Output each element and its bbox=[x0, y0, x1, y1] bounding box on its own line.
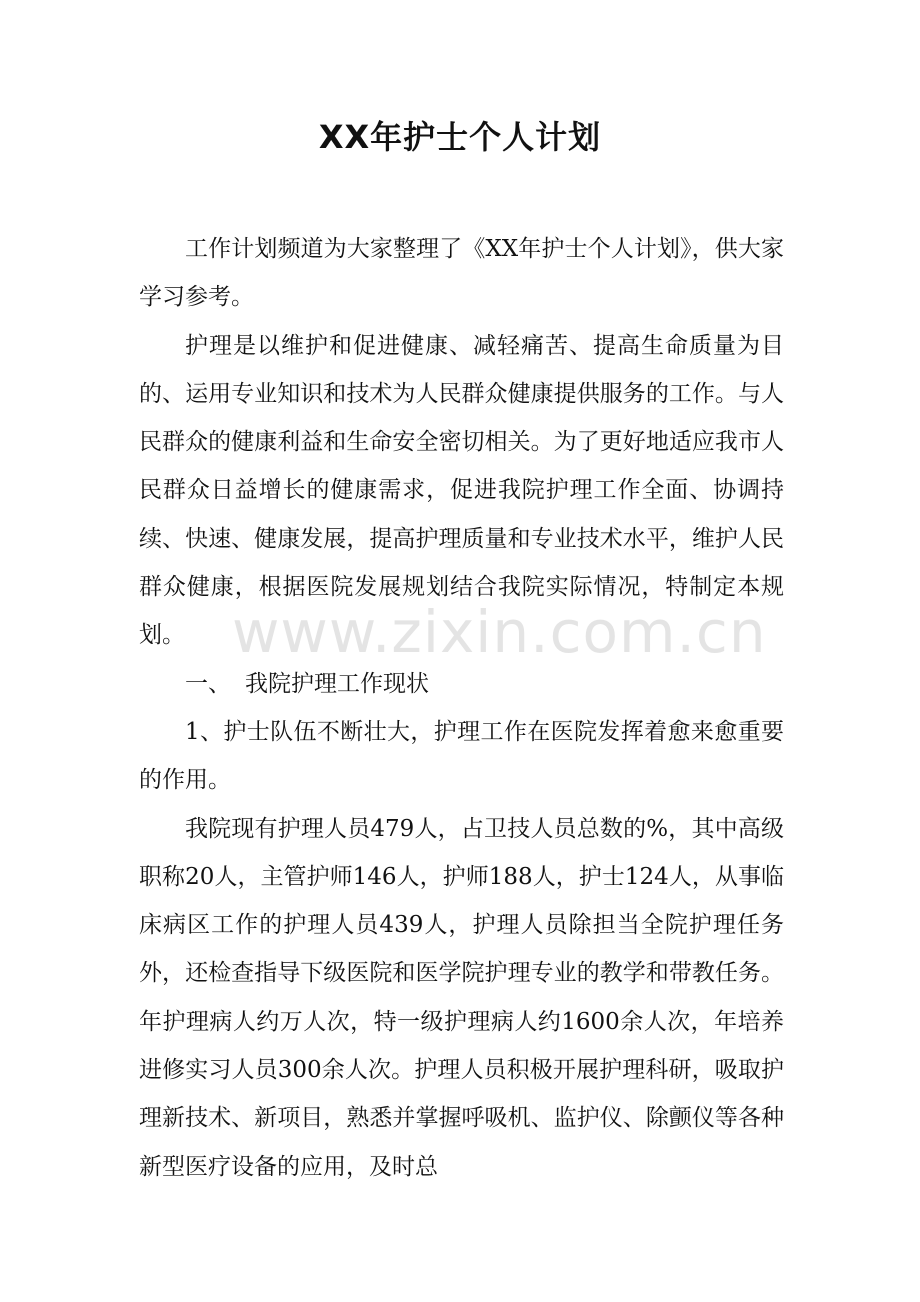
document-body bbox=[139, 225, 784, 1191]
staffing-paragraph: 我院现有护理人员479人，占卫技人员总数的%，其中高级职称20人，主管护师146人，护师188人，护士124人，从事临床病区工作的护理人员439人，护理人员除担当全院护理任务外，还检查指导下级医院和医学院护理专业的教学和带教任务。年护理病人约万人次，特一级护理病人约1600余人次，年培养进修实习人员300余人次。护理人员积极开展护理科研，吸取护理新技术、新项目，熟悉并掌握呼吸机、监护仪、除颤仪等各种新型医疗设备的应用，及时总 bbox=[139, 815, 784, 1180]
section-number: 一、 bbox=[185, 670, 231, 697]
intro-paragraph: 工作计划频道为大家整理了《XX年护士个人计划》，供大家学习参考。 bbox=[139, 236, 784, 311]
nursing-definition-paragraph: 护理是以维护和促进健康、减轻痛苦、提高生命质量为目的、运用专业知识和技术为人民群众健康提供服务的工作。与人民群众的健康利益和生命安全密切相关。为了更好地适应我市人民群众日益增长的健康需求，促进我院护理工作全面、协调持续、快速、健康发展，提高护理质量和专业技术水平，维护人民群众健康，根据医院发展规划结合我院实际情况，特制定本规划。 bbox=[139, 332, 784, 649]
watermark: www.zixin.com.cn bbox=[232, 598, 767, 666]
section-title: 我院护理工作现状 bbox=[245, 670, 429, 697]
list-item: 1、护士队伍不断壮大，护理工作在医院发挥着愈来愈重要的作用。 bbox=[139, 718, 784, 794]
section-heading bbox=[139, 660, 784, 708]
document-title: XX年护士个人计划 bbox=[318, 118, 602, 156]
